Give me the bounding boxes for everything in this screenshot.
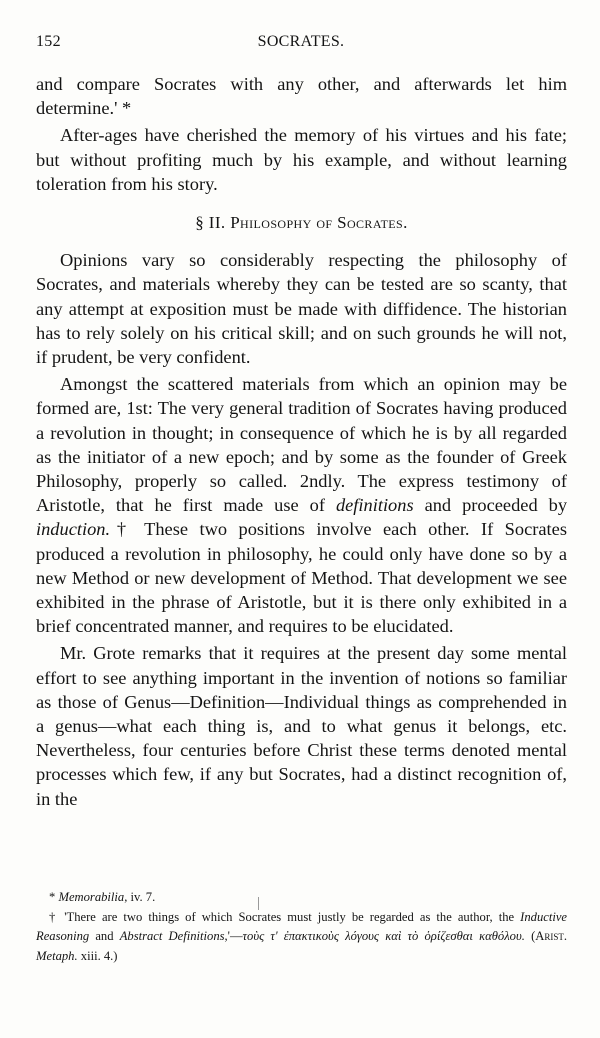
paragraph-amongst bbox=[36, 372, 567, 638]
paragraph-amongst-text-b: and proceeded by bbox=[413, 495, 568, 516]
footnote-1-source: Memorabilia bbox=[58, 890, 125, 904]
footnote-2-greek: τοὺς τ' ἐπακτικοὺς λόγους καὶ τὸ ὁρίζεσθαι καθόλου. bbox=[242, 929, 525, 943]
footnote-1 bbox=[36, 888, 567, 908]
footnote-2-text-f: xiii. 4.) bbox=[77, 948, 118, 963]
page-number: 152 bbox=[36, 33, 61, 50]
page-body bbox=[36, 72, 567, 811]
footnote-2-author: Arist. bbox=[535, 929, 568, 943]
footnote-2-work: Metaph. bbox=[36, 948, 78, 963]
paragraph-amongst-text-a: Amongst the scattered materials from which an opinion may be formed are, 1st: The very general tradition of Socrates having produced a revolution in thought; in consequence of which he is by all regarded as the initiator of a new epoch; and by some as the founder of Greek Philosophy, properly so called. 2ndly. The express testimony of Aristotle, that he first made use of bbox=[36, 374, 567, 516]
footnote-2-text-d: ( bbox=[524, 929, 536, 943]
footnote-1-rest: , iv. 7. bbox=[124, 890, 156, 904]
footnote-2-abstract: Abstract Definitions bbox=[119, 929, 225, 943]
paragraph-opinions: Opinions vary so considerably respecting the philosophy of Socrates, and materials whereby they can be tested are so scanty, that any attempt at exposition must be made with diffidence. The historian has to rely solely on his critical skill; and on such grounds he will not, if prudent, be very confident. bbox=[36, 250, 567, 368]
section-heading: § II. Philosophy of Socrates. bbox=[195, 213, 408, 233]
paragraph-continuation: and compare Socrates with any other, and afterwards let him determine.' * bbox=[36, 74, 567, 119]
footnote-2-mark: † bbox=[49, 909, 65, 924]
paragraph-after-ages: After-ages have cherished the memory of his virtues and his fate; but without profiting much by his example, and without learning toleration from his story. bbox=[36, 125, 567, 194]
induction-emphasis: induction. bbox=[36, 519, 111, 540]
footnote-2-inductive: Inductive Reasoning bbox=[36, 909, 568, 943]
footnote-2 bbox=[36, 908, 567, 967]
running-title: SOCRATES. bbox=[257, 33, 345, 50]
footnotes bbox=[36, 888, 567, 966]
paragraph-grote: Mr. Grote remarks that it requires at the present day some mental effort to see anything important in the invention of notions so familiar as those of Genus—Definition—Individual things as comprehended in a genus—what each thing is, and to what genus it belongs, etc. Nevertheless, four centuries before Christ these terms denoted mental processes which few, if any but Socrates, had a distinct recognition of, in the bbox=[36, 643, 567, 809]
definitions-emphasis: definitions bbox=[335, 495, 414, 516]
footnote-1-mark: * bbox=[49, 890, 59, 904]
footnote-2-text-c: ,'— bbox=[224, 929, 243, 943]
paragraph-amongst-text-c: † These two positions involve each other. If Socrates produced a revolution in philosophy, he could only have done so by a new Method or new development of Method. That development we see exhibited in the phrase of Aristotle, but it is there only exhibited in a brief concentrated manner, and requires to be elucidated. bbox=[36, 519, 567, 637]
footnote-2-text-a: 'There are two things of which Socrates must justly be regarded as the author, the bbox=[64, 909, 521, 924]
footnote-2-text-b: and bbox=[89, 929, 120, 943]
